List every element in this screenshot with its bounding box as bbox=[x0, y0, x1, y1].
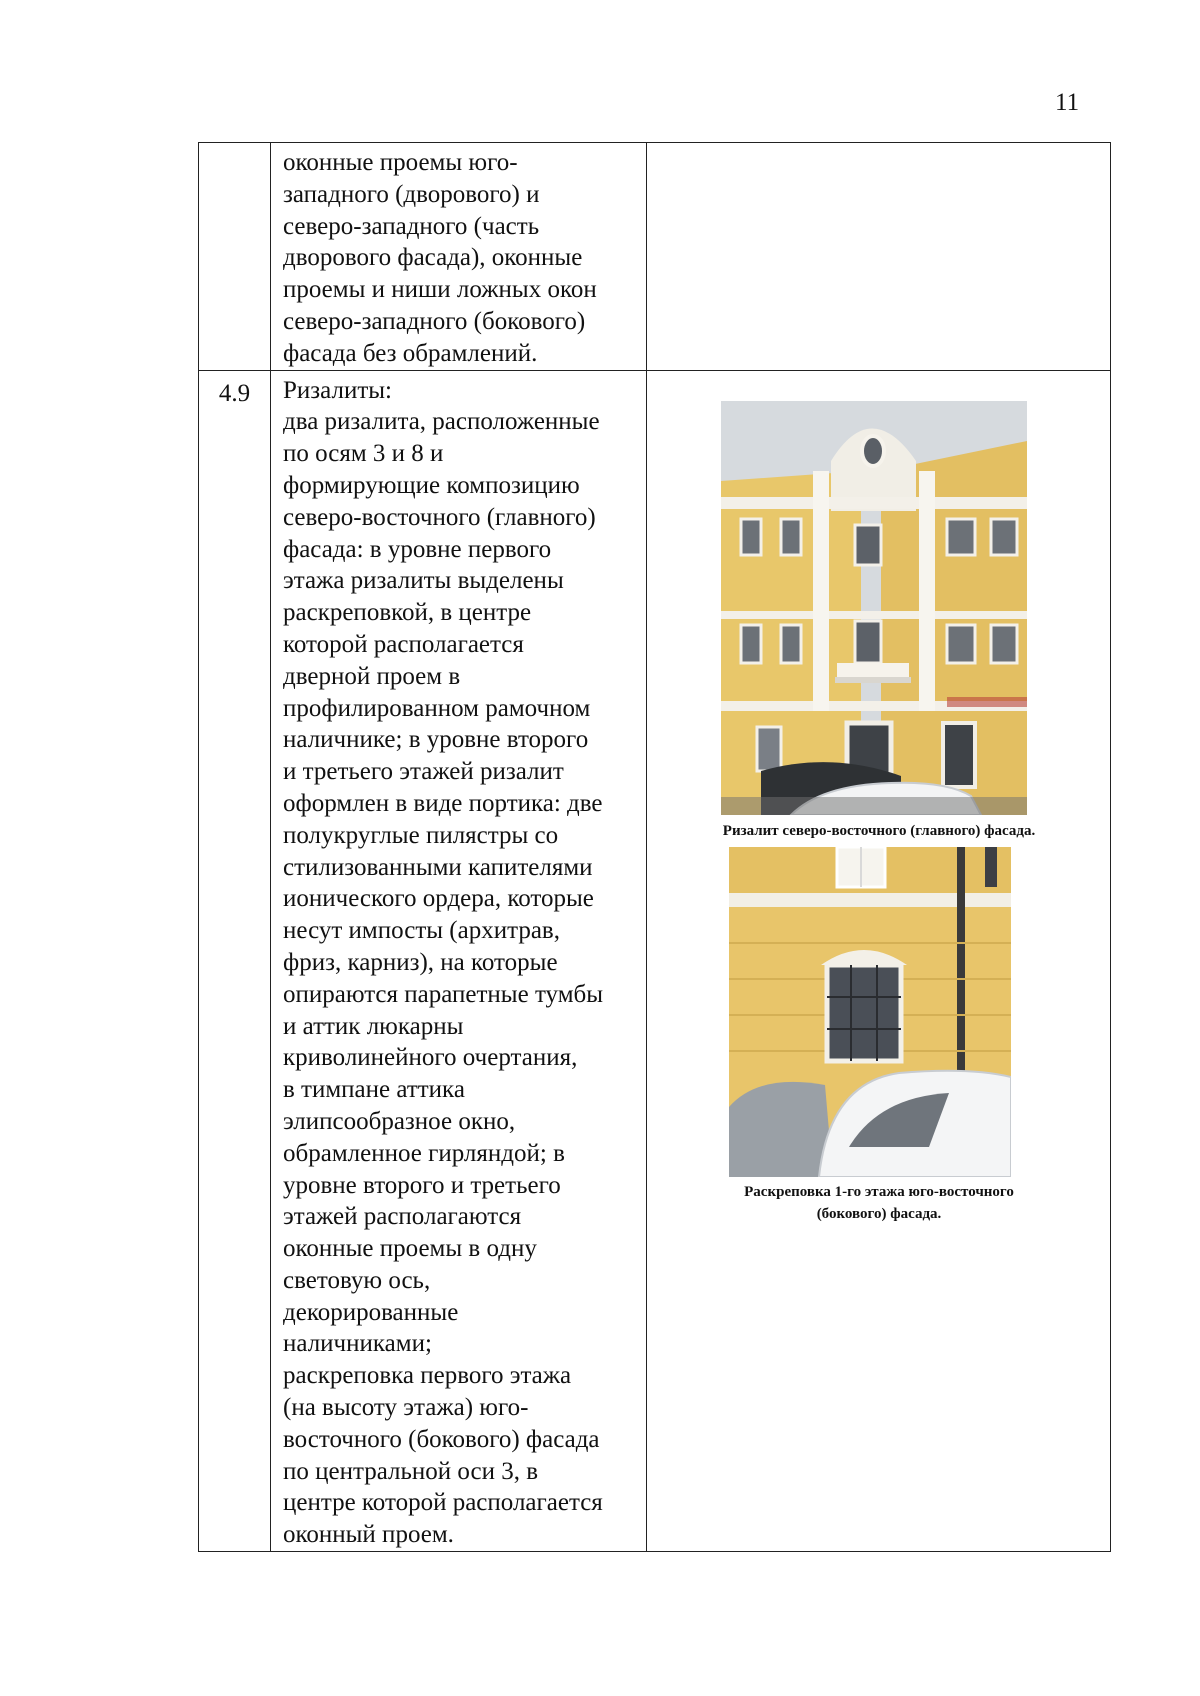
text-line: по центральной оси 3, в bbox=[283, 1457, 539, 1485]
row-description bbox=[271, 143, 647, 371]
text-line: северо-западного (бокового) bbox=[283, 307, 586, 335]
side-facade-photo bbox=[729, 847, 1011, 1177]
text-line: наличниками; bbox=[283, 1330, 432, 1358]
text-line: обрамленное гирляндой; в bbox=[283, 1139, 565, 1167]
text-line: оконные проемы юго- bbox=[283, 149, 518, 176]
text-line: западного (дворового) и bbox=[283, 180, 540, 208]
text-line: оконные проемы в одну bbox=[283, 1235, 537, 1263]
text-line: которой располагается bbox=[283, 630, 524, 658]
main-facade-photo bbox=[721, 401, 1027, 815]
text-line: раскреповкой, в центре bbox=[283, 599, 532, 627]
text-line: северо-восточного (главного) bbox=[283, 503, 596, 531]
photo-caption bbox=[657, 1181, 1101, 1225]
text-line: центре которой располагается bbox=[283, 1489, 603, 1517]
text-line: оформлен в виде портика: две bbox=[283, 789, 603, 817]
text-line: фасада без обрамлений. bbox=[283, 339, 538, 367]
text-line: Ризалиты: bbox=[283, 376, 392, 404]
text-line: формирующие композицию bbox=[283, 471, 580, 499]
text-line: несут импосты (архитрав, bbox=[283, 917, 560, 945]
row-image-cell bbox=[647, 143, 1111, 371]
text-line: ионического ордера, которые bbox=[283, 885, 594, 913]
table-row bbox=[199, 370, 1111, 1551]
row-description bbox=[271, 370, 647, 1551]
caption-line: (бокового) фасада. bbox=[816, 1205, 942, 1222]
text-line: элипсообразное окно, bbox=[283, 1107, 516, 1135]
text-line: криволинейного очертания, bbox=[283, 1044, 578, 1072]
text-line: восточного (бокового) фасада bbox=[283, 1425, 600, 1453]
text-line: уровне второго и третьего bbox=[283, 1171, 561, 1199]
text-line: проемы и ниши ложных окон bbox=[283, 276, 597, 304]
text-line: опираются парапетные тумбы bbox=[283, 980, 604, 1008]
text-line: северо-западного (часть bbox=[283, 212, 540, 240]
text-line: дверной проем в bbox=[283, 662, 461, 690]
text-line: декорированные bbox=[283, 1298, 459, 1326]
row-number bbox=[199, 143, 271, 371]
text-line: полукруглые пилястры со bbox=[283, 821, 559, 849]
table-row bbox=[199, 143, 1111, 371]
text-line: этажа ризалиты выделены bbox=[283, 567, 564, 595]
text-line: раскреповка первого этажа bbox=[283, 1362, 572, 1390]
text-line: (на высоту этажа) юго- bbox=[283, 1394, 529, 1422]
text-line: дворового фасада), оконные bbox=[283, 244, 583, 272]
page-number: 11 bbox=[1055, 89, 1080, 116]
text-line: и аттик люкарны bbox=[283, 1012, 464, 1040]
text-line: два ризалита, расположенные bbox=[283, 408, 600, 436]
row-number: 4.9 bbox=[199, 370, 271, 1551]
text-line: фасада: в уровне первого bbox=[283, 535, 552, 563]
specification-table bbox=[198, 142, 1111, 1552]
text-line: оконный проем. bbox=[283, 1521, 454, 1549]
text-line: световую ось, bbox=[283, 1266, 431, 1294]
caption-line: Раскреповка 1-го этажа юго-восточного bbox=[744, 1183, 1014, 1200]
text-line: и третьего этажей ризалит bbox=[283, 758, 564, 786]
text-line: по осям 3 и 8 и bbox=[283, 440, 444, 468]
photo-caption: Ризалит северо-восточного (главного) фасада. bbox=[722, 822, 1036, 839]
row-image-cell bbox=[647, 370, 1111, 1551]
text-line: наличнике; в уровне второго bbox=[283, 726, 589, 754]
text-line: фриз, карниз), на которые bbox=[283, 948, 558, 976]
text-line: профилированном рамочном bbox=[283, 694, 591, 722]
text-line: стилизованными капителями bbox=[283, 853, 593, 881]
text-line: в тимпане аттика bbox=[283, 1076, 465, 1104]
text-line: этажей располагаются bbox=[283, 1203, 522, 1231]
